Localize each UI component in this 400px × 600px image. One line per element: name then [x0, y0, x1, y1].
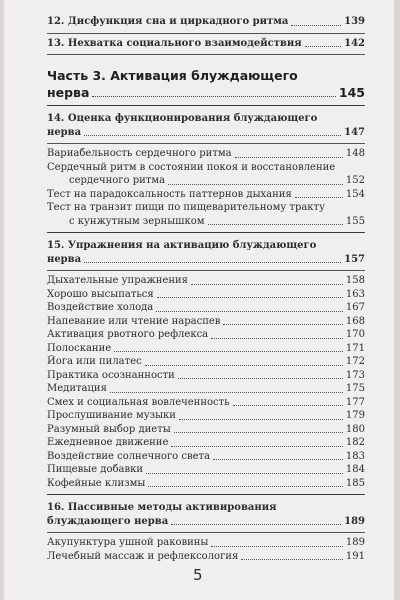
toc-subentry-page: 191 — [345, 550, 365, 562]
chapter-14-heading: 14. Оценка функционирования блуждающего — [47, 113, 318, 124]
dot-leader — [223, 324, 342, 325]
toc-subentry-page: 158 — [345, 275, 365, 286]
toc-subentry[interactable] — [47, 536, 365, 550]
toc-subentry-title: Медитация — [47, 383, 107, 394]
chapter-14-heading-cont: нерва — [47, 126, 82, 138]
dot-leader — [191, 284, 343, 285]
toc-entry-page: 147 — [344, 126, 365, 138]
toc-subentry-page: 155 — [345, 215, 365, 227]
part-3-heading: Часть 3. Активация блуждающего — [47, 68, 298, 83]
dot-leader — [110, 392, 343, 393]
toc-subentry[interactable] — [47, 215, 365, 229]
dot-leader — [291, 25, 341, 26]
part-3-page: 145 — [338, 85, 365, 100]
toc-subentry[interactable] — [47, 188, 365, 202]
toc-subentry-line1[interactable] — [47, 201, 365, 215]
chapter-16-heading: 16. Пассивные методы активирования — [47, 502, 277, 513]
dot-leader — [208, 224, 343, 225]
toc-entry-page: 139 — [344, 16, 365, 27]
toc-subentry-title: Тест на транзит пищи по пищеварительному тракту — [47, 202, 325, 213]
toc-subentry-title: Вариабельность сердечного ритма — [47, 148, 232, 159]
toc-subentry[interactable] — [47, 450, 365, 464]
toc-entry-page: 142 — [344, 37, 365, 49]
toc-subentry-page: 170 — [345, 329, 365, 340]
toc-subentry[interactable] — [47, 328, 365, 342]
toc-subentry-page: 171 — [345, 342, 365, 354]
toc-subentry-title: Кофейные клизмы — [47, 477, 146, 489]
dot-leader — [171, 446, 343, 447]
toc-subentry-title: Прослушивание музыки — [47, 410, 176, 421]
chapter-16-entry[interactable] — [47, 515, 365, 529]
toc-subentry-title-cont: сердечного ритма — [69, 175, 166, 186]
toc-subentry-page: 179 — [345, 410, 365, 421]
section-divider — [47, 33, 365, 34]
dot-leader — [84, 262, 341, 263]
toc-subentry[interactable] — [47, 288, 365, 302]
toc-subentry[interactable] — [47, 423, 365, 437]
toc-subentry-title: Йога или пилатес — [47, 356, 142, 367]
dot-leader — [179, 419, 343, 420]
toc-subentry[interactable] — [47, 550, 365, 564]
toc-subentry[interactable] — [47, 409, 365, 423]
chapter-14-entry[interactable] — [47, 126, 365, 140]
toc-subentry[interactable] — [47, 396, 365, 410]
toc-subentry-page: 168 — [345, 315, 365, 327]
toc-subentry[interactable] — [47, 274, 365, 288]
toc-subentry-title: Разумный выбор диеты — [47, 423, 171, 435]
page-number: 5 — [193, 566, 203, 584]
toc-subentry[interactable] — [47, 315, 365, 329]
toc-subentry-title: Пищевые добавки — [47, 464, 143, 475]
book-page — [4, 0, 394, 600]
toc-subentry-title: Лечебный массаж и рефлексология — [47, 550, 239, 562]
toc-subentry-title-cont: с кунжутным зернышком — [69, 215, 205, 227]
chapter-16-heading-cont: блуждающего нерва — [47, 515, 169, 527]
dot-leader — [84, 135, 341, 136]
dot-leader — [156, 311, 343, 312]
part-3-entry[interactable] — [47, 84, 365, 101]
section-divider — [47, 532, 365, 533]
dot-leader — [233, 405, 343, 406]
chapter-15-items — [47, 274, 365, 490]
toc-subentry[interactable] — [47, 147, 365, 161]
dot-leader — [146, 473, 343, 474]
toc-subentry-title: Практика осознанности — [47, 369, 175, 381]
toc-subentry[interactable] — [47, 369, 365, 383]
toc-subentry-page: 152 — [345, 175, 365, 186]
section-divider — [47, 232, 365, 233]
toc-subentry[interactable] — [47, 382, 365, 396]
dot-leader — [171, 524, 341, 525]
section-divider — [47, 105, 365, 106]
dot-leader — [145, 365, 343, 366]
toc-subentry-title: Дыхательные упражнения — [47, 275, 188, 286]
dot-leader — [235, 157, 343, 158]
toc-subentry[interactable] — [47, 355, 365, 369]
dot-leader — [92, 96, 335, 97]
chapter-15-heading-cont: нерва — [47, 253, 82, 265]
toc-subentry-page: 148 — [345, 148, 365, 159]
section-divider — [47, 143, 365, 144]
section-divider — [47, 54, 365, 55]
section-divider — [47, 270, 365, 271]
dot-leader — [168, 184, 343, 185]
dot-leader — [211, 338, 343, 339]
toc-subentry-title: Смех и социальная вовлеченность — [47, 396, 230, 408]
chapter-15-entry[interactable] — [47, 253, 365, 267]
part-3-heading-cont: нерва — [47, 85, 90, 100]
toc-subentry-page: 177 — [345, 396, 365, 408]
chapter-15-heading: 15. Упражнения на активацию блуждающего — [47, 240, 317, 251]
toc-subentry-line1[interactable] — [47, 161, 365, 175]
toc-subentry[interactable] — [47, 477, 365, 491]
toc-subentry-title: Акупунктура ушной раковины — [47, 537, 209, 548]
dot-leader — [211, 546, 343, 547]
toc-subentry-page: 173 — [345, 369, 365, 381]
dot-leader — [174, 432, 343, 433]
dot-leader — [114, 351, 343, 352]
dot-leader — [295, 197, 343, 198]
toc-entry-13[interactable] — [47, 37, 365, 51]
toc-entry-title: 13. Нехватка социального взаимодействия — [47, 37, 302, 49]
dot-leader — [157, 297, 343, 298]
toc-subentry-page: 185 — [345, 477, 365, 489]
toc-subentry-page: 184 — [345, 464, 365, 475]
toc-subentry-title: Напевание или чтение нараспев — [47, 315, 221, 327]
toc-subentry[interactable] — [47, 174, 365, 188]
toc-subentry-title: Тест на парадоксальность паттернов дыхания — [47, 188, 292, 200]
toc-subentry-page: 163 — [345, 288, 365, 300]
dot-leader — [178, 378, 343, 379]
toc-subentry[interactable] — [47, 301, 365, 315]
toc-subentry-page: 167 — [345, 302, 365, 313]
toc-entry-page: 189 — [344, 515, 365, 527]
toc-subentry-title: Ежедневное движение — [47, 437, 169, 448]
toc-subentry-title: Воздействие солнечного света — [47, 450, 211, 462]
dot-leader — [305, 46, 341, 47]
toc-entry-page: 157 — [344, 253, 365, 265]
toc-subentry-page: 180 — [345, 423, 365, 435]
toc-subentry-title: Сердечный ритм в состоянии покоя и восстановление — [47, 161, 336, 173]
toc-subentry[interactable] — [47, 342, 365, 356]
toc-entry-title: 12. Дисфункция сна и циркадного ритма — [47, 16, 289, 27]
toc-entry-12[interactable] — [47, 15, 365, 29]
toc-subentry[interactable] — [47, 463, 365, 477]
toc-subentry-page: 154 — [345, 188, 365, 200]
toc-subentry-title: Хорошо высыпаться — [47, 288, 154, 300]
dot-leader — [241, 559, 343, 560]
toc-subentry-page: 172 — [345, 356, 365, 367]
toc-subentry-title: Полоскание — [47, 342, 112, 354]
toc-subentry-title: Воздействие холода — [47, 302, 154, 313]
table-of-contents — [47, 0, 365, 563]
toc-subentry-page: 182 — [345, 437, 365, 448]
section-divider — [47, 494, 365, 495]
toc-subentry-title: Активация рвотного рефлекса — [47, 329, 209, 340]
toc-subentry-page: 189 — [345, 537, 365, 548]
toc-subentry-page: 175 — [345, 383, 365, 394]
toc-subentry-page: 183 — [345, 450, 365, 462]
toc-subentry[interactable] — [47, 436, 365, 450]
dot-leader — [213, 459, 343, 460]
dot-leader — [148, 486, 343, 487]
